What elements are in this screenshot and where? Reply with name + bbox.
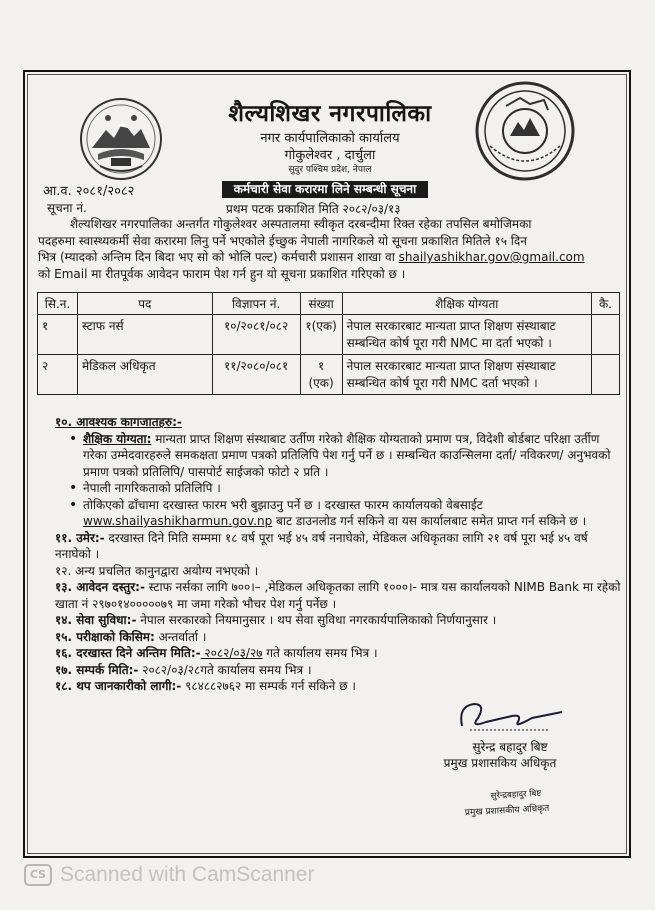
org-name: शैल्यशिखर नगरपालिका [228,101,432,127]
vacancy-table [37,292,620,395]
col-header-post: पद [77,293,212,315]
signatory-title: प्रमुख प्रशासकिय अधिकृत [443,756,557,770]
citizenship-text: नेपाली नागरिकताको प्रतिलिपि । [83,481,221,495]
stamp-name: सुरेन्द्रबहादुर बिष्ट [490,788,542,802]
qualification-text: मान्यता प्राप्त शिक्षण संस्थाबाट उर्तीण गरेको शैक्षिक योग्यताको प्रमाण पत्र, विदेशी बोर्डबाट परिक्षा उर्तीण गरेका उम्मेदवारहरुले समकक्षता प्रमाण पत्रको प्रतिलिपि पेश गर्नु पर्ने छ । सम्बन्धित काउन्सिलमा दर्ता/ नविकरण/ अनुभवको प्रमाण पत्रको प्रतिलिपि/ पासपोर्ट साईजको फोटो २ प्रति । [83,431,611,479]
intro-line-4: को Email मा रीतपूर्वक आवेदन फाराम पेश गर्न हुन यो सूचना प्रकाशित गरिएको छ । [38,266,406,281]
contact-date-point [55,662,621,679]
deadline-point [55,645,621,662]
stamp-title: प्रमुख प्रशासकीय अधिकृत [464,803,550,819]
col-header-adv: विज्ञापन नं. [212,293,300,315]
fee-text: स्टाफ नर्सका लागि ७००।– ,मेडिकल अधिकृतका लागि १०००।- मात्र यस कार्यालयको NIMB Bank मा रहेको खाता नं २९७०१४०००००७९ मा जमा गरेको भौचर पेश गर्नु पर्नेछ । [55,580,621,611]
intro-line-1: शैल्यशिखर नगरपालिका अन्तर्गत गोकुलेश्वर अस्पतालमा स्वीकृत दरबन्दीमा रिक्त रहेका तपसिल बमोजिमका [70,217,532,231]
cell-sn: १ [38,315,78,355]
office-name: नगर कार्यपालिकाको कार्यालय [260,131,400,146]
deadline-label: १६. दरखास्त दिने अन्तिम मिति:- [55,646,201,660]
deadline-text: गते कार्यालय समय भित्र । [262,646,378,660]
benefits-point [55,612,621,629]
cell-qualification: नेपाल सरकारबाट मान्यता प्राप्त शिक्षण संस्थाबाट सम्बन्धित कोर्ष पूरा गरी NMC मा दर्ता भएको । [342,315,591,355]
col-header-remarks: कै. [591,293,619,315]
camscanner-text: Scanned with CamScanner [60,863,315,886]
info-text: ९८४८८२७६२ मा सम्पर्क गर्न सकिने छ । [181,679,356,693]
contact-email[interactable]: shailyashikhar.gov@gmail.com [398,250,585,264]
intro-line-3-text: भित्र (म्यादको अन्तिम दिन बिदा भए सो को भोलि पल्ट) कर्मचारी प्रशासन शाखा वा [38,250,399,264]
list-item [73,497,621,530]
nepal-emblem-icon [78,96,164,182]
exam-label: १५. परीक्षाको किसिम: [55,629,155,644]
benefits-text: नेपाल सरकारको नियमानुसार । थप सेवा सुविधा नगरकार्यपालिकाको निर्णयानुसार । [136,613,497,627]
municipality-seal-icon [470,76,580,186]
exam-point [55,629,621,646]
office-location: गोकुलेश्वर , दार्चुला [284,148,376,163]
documents-list [73,431,621,530]
cell-count: १ (एक) [300,355,342,395]
col-header-sn: सि.न. [38,293,78,315]
age-text: दरखास्त दिने मिति सम्ममा १८ वर्ष पूरा भई ४५ वर्ष ननाघेको, मेडिकल अधिकृतका लागि २१ वर्ष पूरा भई ४५ वर्ष ननाघेको । [55,530,588,561]
info-label: १८. थप जानकारीको लागी:- [55,679,182,693]
intro-line-3 [38,249,620,266]
cell-adv: ११/२०८०/०८१ [212,355,300,395]
office-province: सुदुर पश्चिम प्रदेश, नेपाल [288,165,372,175]
age-label: ११. उमेर:- [55,530,105,545]
benefits-label: १४. सेवा सुविधा:- [55,613,137,627]
age-point [55,530,621,563]
contact-date-label: १७. सम्पर्क मिति:- [55,662,139,677]
exam-text: अन्तर्वार्ता । [154,629,207,644]
cell-remarks [591,315,619,355]
form-text: तोकिएको ढाँचामा दरखास्त फारम भरी बुझाउनु पर्ने छ । दरखास्त फारम कार्यालयको वेबसाईट [83,497,483,512]
fiscal-year: आ.व. २०८१/२०८२ [43,184,135,199]
cell-qualification: नेपाल सरकारबाट मान्यता प्राप्त शिक्षण संस्थाबाट सम्बन्धित कोर्ष पूरा गरी NMC दर्ता भएको । [342,355,591,395]
cell-post: मेडिकल अधिकृत [77,355,212,395]
form-text-2: बाट डाउनलोड गर्न सकिने वा यस कार्यालबाट समेत प्राप्त गर्न सकिने छ । [272,514,587,528]
contact-date-text: २०८२/०३/२८गते कार्यालय समय भित्र । [138,662,312,677]
notice-title-banner: कर्मचारी सेवा करारमा लिने सम्बन्धी सूचना [222,181,428,198]
fee-point [55,579,621,612]
documents-heading: १०. आवश्यक कागजातहरु:- [55,415,182,429]
col-header-qualification: शैक्षिक योग्यता [342,293,591,315]
col-header-count: संख्या [300,293,342,315]
table-row [38,315,620,355]
cell-adv: १०/२०८१/०८२ [212,315,300,355]
cell-count: १(एक) [300,315,342,355]
signatory-name: सुरेन्द्र बहादुर बिष्ट [472,740,548,754]
qualification-label: शैक्षिक योग्यता: [83,431,152,446]
deadline-date: २०८२/०३/२७ [200,646,263,660]
cell-remarks [591,355,619,395]
intro-paragraph [38,216,620,282]
info-point [55,678,621,695]
published-date: प्रथम पटक प्रकाशित मिति २०८२/०३/१३ [226,202,401,216]
cell-sn: २ [38,355,78,395]
list-item [73,431,621,481]
camscanner-logo-icon: CS [24,864,52,886]
signature-icon [452,696,572,736]
camscanner-watermark [24,862,364,888]
requirements-list [55,414,621,695]
intro-line-2: पदहरुमा स्वास्थ्यकर्मी सेवा करारमा लिनु पर्ने भएकोले ईच्छुक नेपाली नागरिकले यो सूचना प्रकाशित मितिले १५ दिन [38,233,527,248]
website-link[interactable]: www.shailyashikharmun.gov.np [83,514,273,528]
notice-number-label: सूचना नं. [47,201,87,215]
table-header-row [38,293,620,315]
table-row [38,355,620,395]
fee-label: १३. आवेदन दस्तुर:- [55,580,145,594]
cell-post: स्टाफ नर्स [77,315,212,355]
list-item [73,480,621,497]
eligibility-point: १२. अन्य प्रचलित कानुनद्वारा अयोग्य नभएको । [55,563,259,578]
